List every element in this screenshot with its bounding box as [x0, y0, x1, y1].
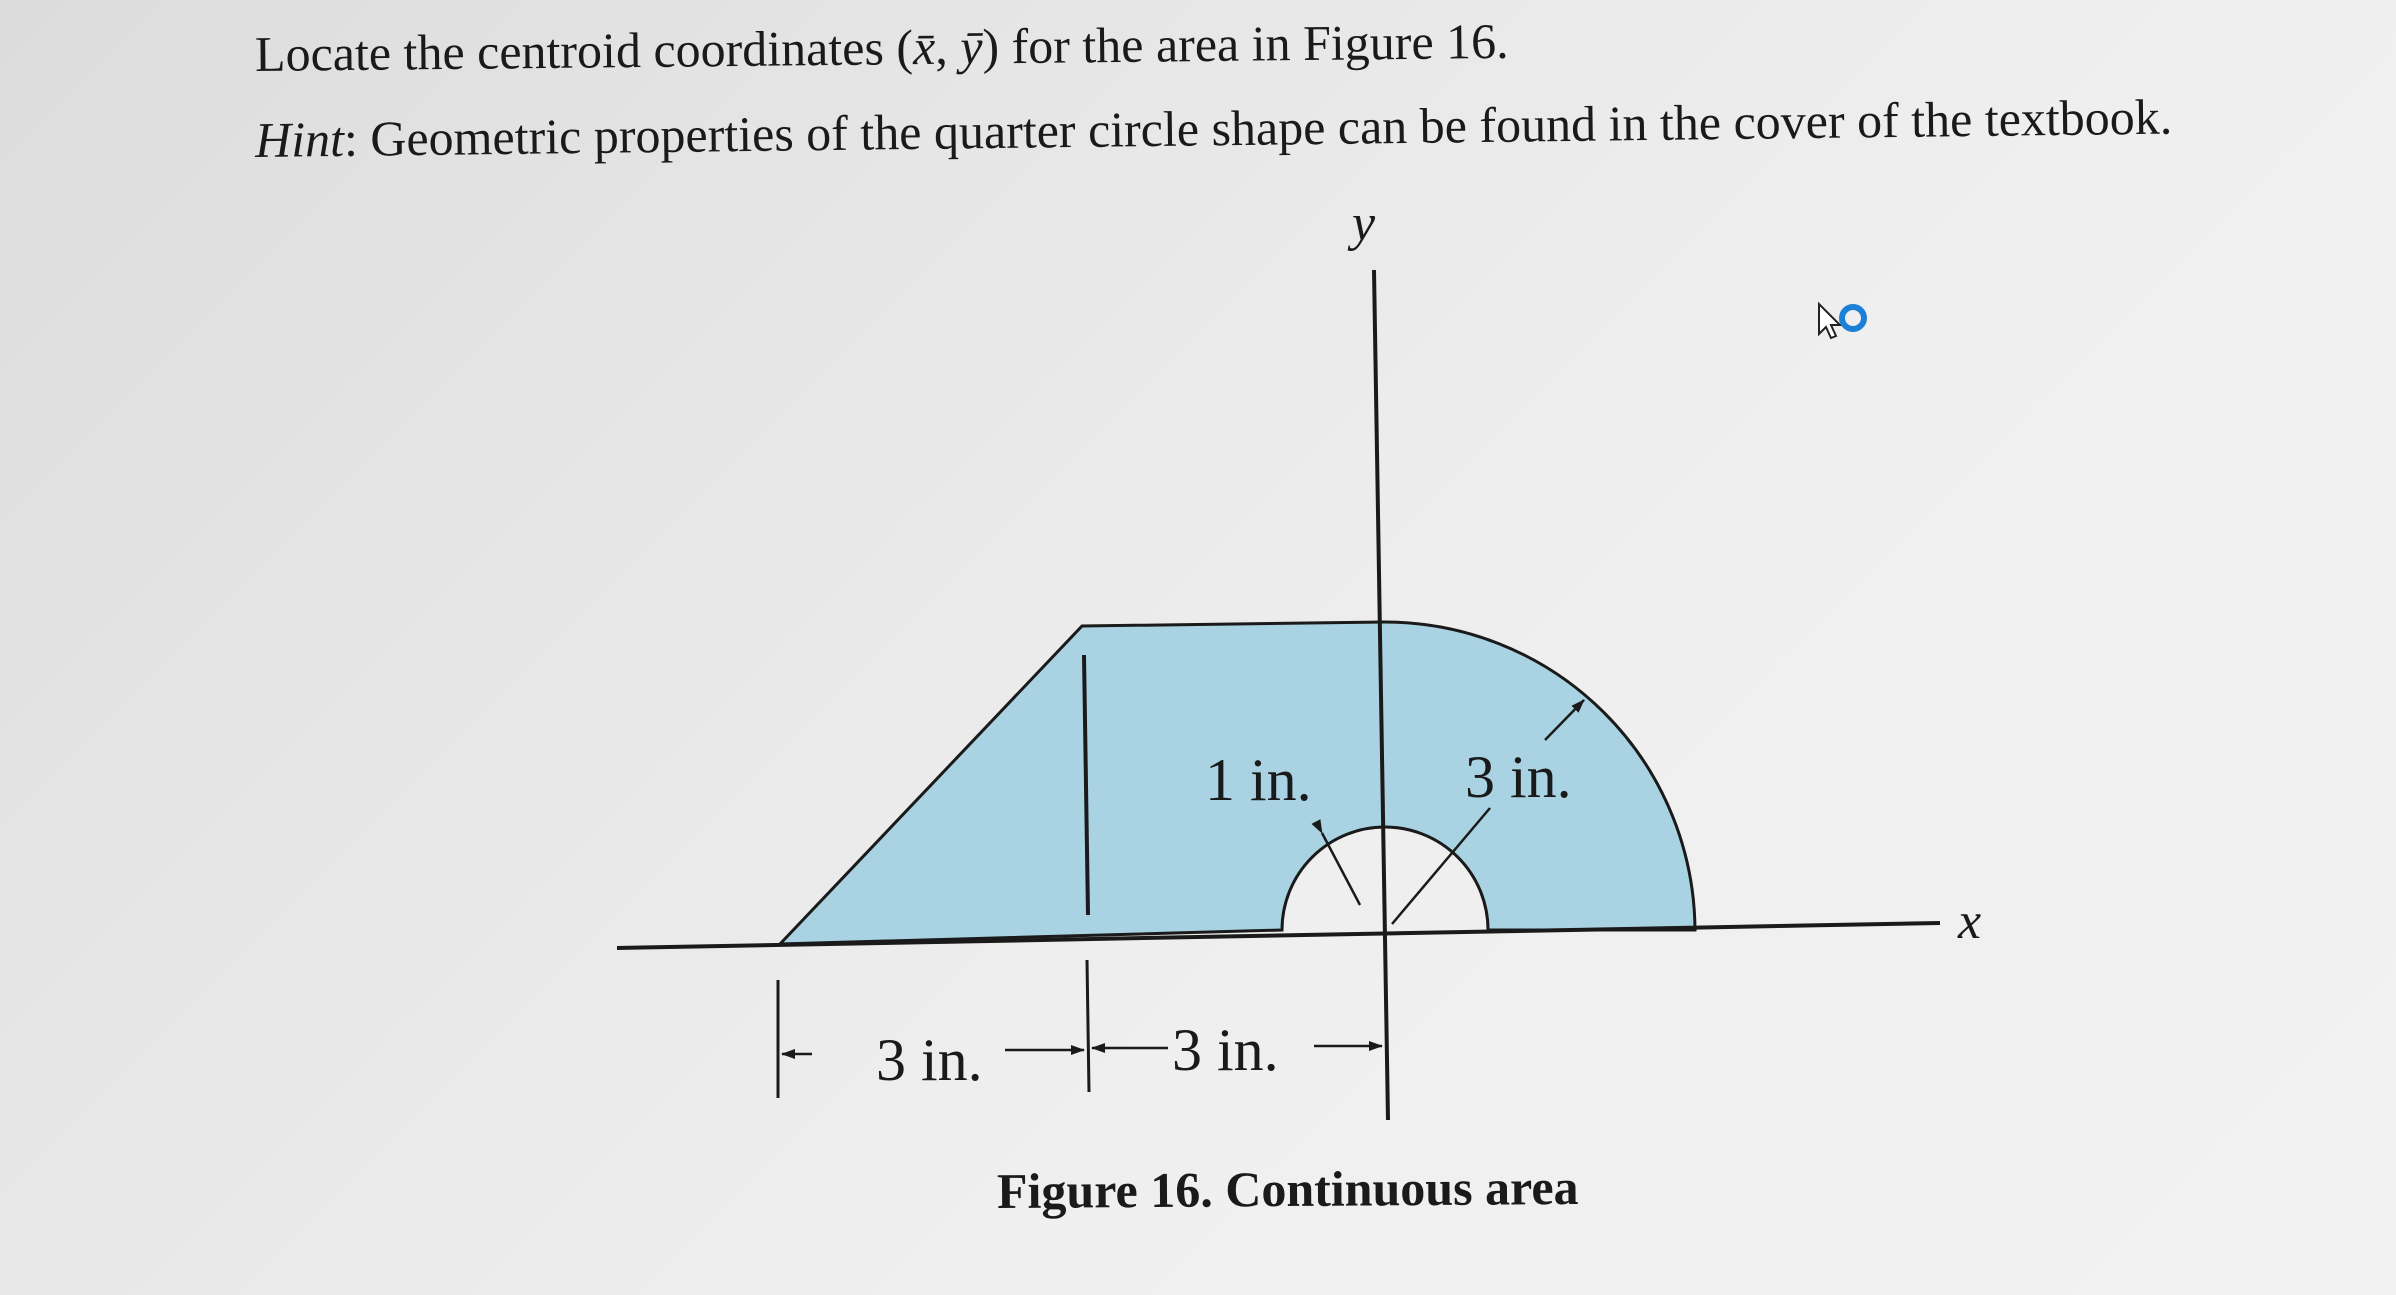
- dim-outer-radius: 3 in.: [1465, 744, 1572, 810]
- x-axis-label: x: [1958, 893, 1982, 950]
- hint-label: Hint: [254, 110, 345, 168]
- xbar-symbol: x̄: [912, 18, 936, 76]
- dim-ext-middle: [1087, 960, 1089, 1092]
- dim-inner-radius: 1 in.: [1205, 747, 1312, 813]
- ybar-symbol: ȳ: [959, 18, 983, 75]
- hint-text: : Geometric properties of the quarter circle shape can be found in the cover of the textbook.: [343, 88, 2173, 167]
- dim-right: 3 in.: [1172, 1017, 1279, 1083]
- inner-radius-arrow: [1322, 833, 1360, 905]
- dim-left: 3 in.: [876, 1027, 983, 1093]
- figure-caption: Figure 16. Continuous area: [996, 1158, 1579, 1220]
- mouse-pointer-icon: [1815, 300, 1875, 360]
- y-axis-label: y: [1352, 195, 1376, 252]
- problem-question: Locate the centroid coordinates (x̄, ȳ) for the area in Figure 16.: [254, 12, 1509, 82]
